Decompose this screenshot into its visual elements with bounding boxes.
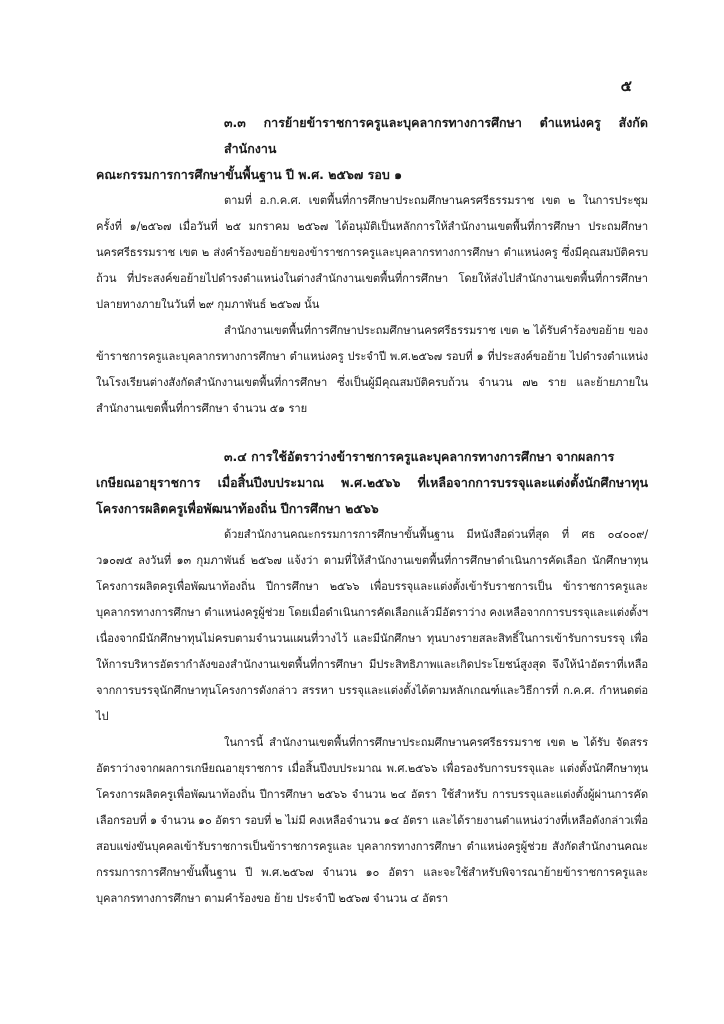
section-3-3 <box>96 110 648 422</box>
section-3-3-paragraph-1: ตามที่ อ.ก.ค.ศ. เขตพื้นที่การศึกษาประถมศึกษานครศรีธรรมราช เขต ๒ ในการประชุม ครั้งที่ ๑/๒๕๖๗ เมื่อวันที่ ๒๕ มกราคม ๒๕๖๗ ได้อนุมัติเป็นหลักการให้สำนักงานเขตพื้นที่การศึกษา ประถมศึกษานครศรีธรรมราช เขต ๒ ส่งคำร้องขอย้ายของข้าราชการครูและบุคลากรทางการศึกษา ตำแหน่งครู ซึ่งมีคุณสมบัติครบถ้วน ที่ประสงค์ขอย้ายไปดำรงตำแหน่งในต่างสำนักงานเขตพื้นที่การศึกษา โดยให้ส่งไปสำนักงานเขตพื้นที่การศึกษาปลายทางภายในวันที่ ๒๙ กุมภาพันธ์ ๒๕๖๗ นั้น <box>96 194 648 311</box>
section-spacer <box>96 422 648 444</box>
section-3-3-heading-line2: คณะกรรมการการศึกษาขั้นพื้นฐาน ปี พ.ศ. ๒๕๖๗ รอบ ๑ <box>96 167 403 182</box>
section-3-4-heading-line2: เกษียณอายุราชการ เมื่อสิ้นปีงบประมาณ พ.ศ.๒๕๖๖ ที่เหลือจากการบรรจุและแต่งตั้งนักศึกษาทุน โครงการผลิตครูเพื่อพัฒนาท้องถิ่น ปีการศึกษา ๒๕๖๖ <box>96 475 648 516</box>
page-number: ๕ <box>620 77 632 95</box>
section-3-4-heading-line1: ๓.๔ การใช้อัตราว่างข้าราชการครูและบุคลากรทางการศึกษา จากผลการ <box>224 449 615 464</box>
section-3-4-heading <box>96 444 648 522</box>
section-3-4-paragraph-2: ในการนี้ สำนักงานเขตพื้นที่การศึกษาประถมศึกษานครศรีธรรมราช เขต ๒ ได้รับ จัดสรรอัตราว่างจากผลการเกษียณอายุราชการ เมื่อสิ้นปีงบประมาณ พ.ศ.๒๕๖๖ เพื่อรองรับการบรรจุและ แต่งตั้งนักศึกษาทุนโครงการผลิตครูเพื่อพัฒนาท้องถิ่น ปีการศึกษา ๒๕๖๖ จำนวน ๒๔ อัตรา ใช้สำหรับ การบรรจุและแต่งตั้งผู้ผ่านการคัดเลือกรอบที่ ๑ จำนวน ๑๐ อัตรา รอบที่ ๒ ไม่มี คงเหลือจำนวน ๑๔ อัตรา และได้รายงานตำแหน่งว่างที่เหลือดังกล่าวเพื่อสอบแข่งขันบุคคลเข้ารับราชการเป็นข้าราชการครูและ บุคลากรทางการศึกษา ตำแหน่งครูผู้ช่วย สังกัดสำนักงานคณะกรรมการการศึกษาขั้นพื้นฐาน ปี พ.ศ.๒๕๖๗ จำนวน ๑๐ อัตรา และจะใช้สำหรับพิจารณาย้ายข้าราชการครูและบุคลากรทางการศึกษา ตามคำร้องขอ ย้าย ประจำปี ๒๕๖๗ จำนวน ๔ อัตรา <box>96 736 648 905</box>
section-3-3-heading-line1: ๓.๓ การย้ายข้าราชการครูและบุคลากรทางการศึกษา ตำแหน่งครู สังกัดสำนักงาน <box>224 115 648 156</box>
section-3-4 <box>96 444 648 912</box>
document-body <box>96 110 648 912</box>
section-3-3-heading <box>96 110 648 188</box>
section-3-4-paragraph-1: ด้วยสำนักงานคณะกรรมการการศึกษาขั้นพื้นฐาน มีหนังสือด่วนที่สุด ที่ ศธ ๐๔๐๐๙/ ว๑๐๗๕ ลงวันที่ ๑๓ กุมภาพันธ์ ๒๕๖๗ แจ้งว่า ตามที่ให้สำนักงานเขตพื้นที่การศึกษาดำเนินการคัดเลือก นักศึกษาทุนโครงการผลิตครูเพื่อพัฒนาท้องถิ่น ปีการศึกษา ๒๕๖๖ เพื่อบรรจุและแต่งตั้งเข้ารับราชการเป็น ข้าราชการครูและบุคลากรทางการศึกษา ตำแหน่งครูผู้ช่วย โดยเมื่อดำเนินการคัดเลือกแล้วมีอัตราว่าง คงเหลือจากการบรรจุและแต่งตั้งฯ เนื่องจากมีนักศึกษาทุนไม่ครบตามจำนวนแผนที่วางไว้ และมีนักศึกษา ทุนบางรายสละสิทธิ์ในการเข้ารับการบรรจุ เพื่อให้การบริหารอัตรากำลังของสำนักงานเขตพื้นที่การศึกษา มีประสิทธิภาพและเกิดประโยชน์สูงสุด จึงให้นำอัตราที่เหลือจากการบรรจุนักศึกษาทุนโครงการดังกล่าว สรรหา บรรจุและแต่งตั้งได้ตามหลักเกณฑ์และวิธีการที่ ก.ค.ศ. กำหนดต่อไป <box>96 528 648 723</box>
section-3-3-paragraph-2: สำนักงานเขตพื้นที่การศึกษาประถมศึกษานครศรีธรรมราช เขต ๒ ได้รับคำร้องขอย้าย ของข้าราชการครูและบุคลากรทางการศึกษา ตำแหน่งครู ประจำปี พ.ศ.๒๕๖๗ รอบที่ ๑ ที่ประสงค์ขอย้าย ไปดำรงตำแหน่งในโรงเรียนต่างสังกัดสำนักงานเขตพื้นที่การศึกษา ซึ่งเป็นผู้มีคุณสมบัติครบถ้วน จำนวน ๗๒ ราย และย้ายภายในสำนักงานเขตพื้นที่การศึกษา จำนวน ๕๑ ราย <box>96 324 648 415</box>
